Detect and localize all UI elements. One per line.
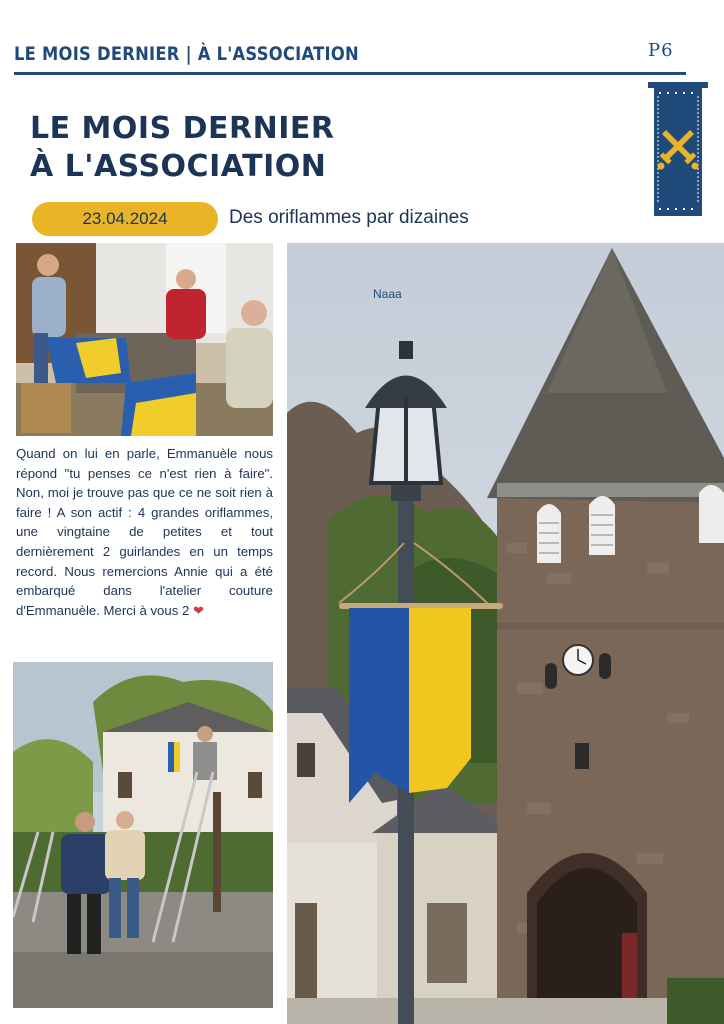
date-badge: 23.04.2024 <box>32 202 218 236</box>
header-divider <box>14 72 686 75</box>
article-subtitle: Des oriflammes par dizaines <box>229 207 469 228</box>
header-title: LE MOIS DERNIER | À L'ASSOCIATION <box>14 43 359 65</box>
article-title-line-1: LE MOIS DERNIER <box>30 111 335 146</box>
article-title-line-2: À L'ASSOCIATION <box>30 149 327 184</box>
heart-icon: ❤ <box>192 602 205 618</box>
photo-caption: Naaa <box>373 287 402 301</box>
lamp-post-flag-photo <box>287 243 724 1024</box>
hanging-flag-photo <box>13 662 273 1008</box>
sewing-workshop-photo <box>16 243 273 436</box>
crossed-swords-banner-icon <box>648 82 708 222</box>
article-body-text: Quand on lui en parle, Emmanuèle nous répond "tu penses ce n'est rien à faire". Non, moi je trouve pas que ce ne soit rien à faire ! A son actif : 4 grandes oriflammes, une vingtaine de petites et tout dernièrement 2 guirlandes en un temps record. Nous remercions Annie qui a été embarqué dans l'atelier couture d'Emmanuèle. Merci à vous 2 <box>16 446 273 618</box>
page-number: P6 <box>648 40 674 61</box>
article-title <box>30 110 334 186</box>
article-body <box>16 444 273 620</box>
